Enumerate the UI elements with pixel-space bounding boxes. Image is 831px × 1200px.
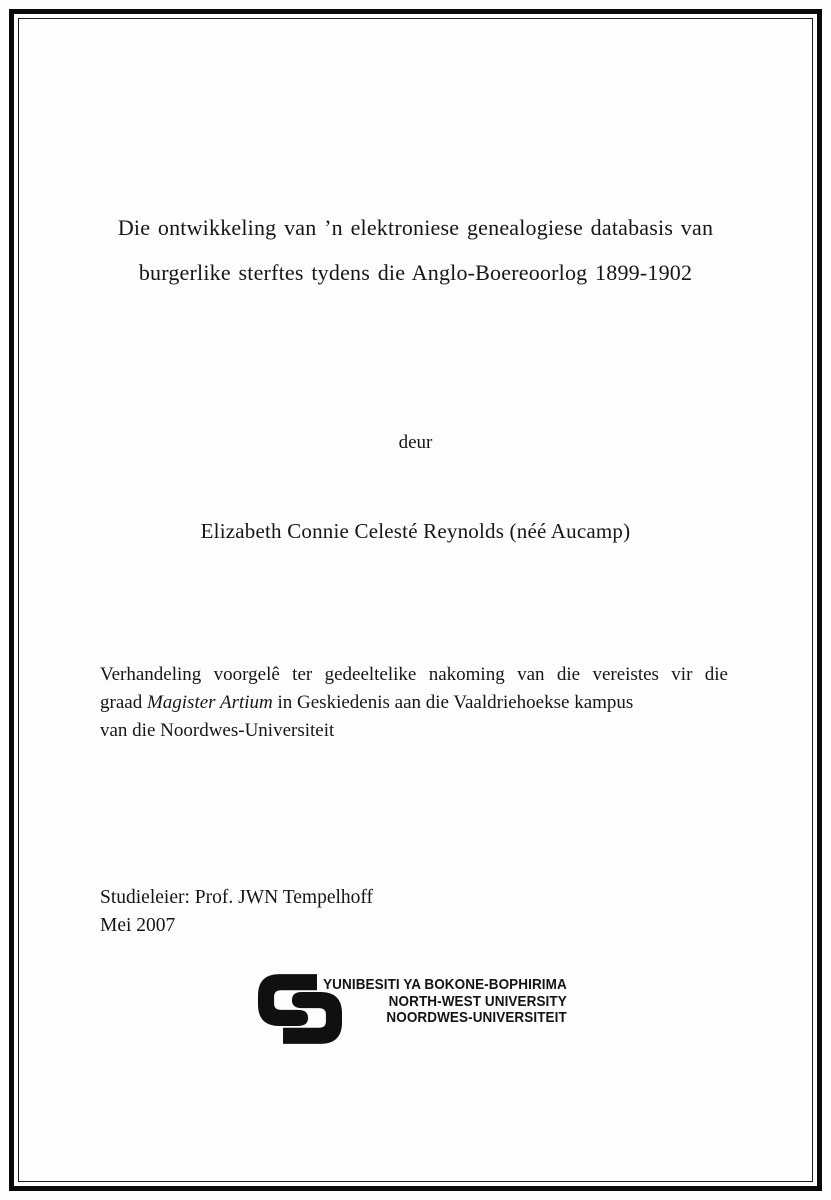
nwu-logo-line2: NORTH-WEST UNIVERSITY xyxy=(388,992,567,1010)
submission-statement xyxy=(100,661,728,745)
author-name: Elizabeth Connie Celesté Reynolds (néé Aucamp) xyxy=(200,519,631,543)
thesis-title-line2: burgerlike sterftes tydens die Anglo-Boereoorlog 1899-1902 xyxy=(138,260,693,285)
thesis-title xyxy=(40,205,791,295)
submission-line2 xyxy=(100,689,728,717)
submission-line3: van die Noordwes-Universiteit xyxy=(100,720,335,741)
nwu-logo-line1: YUNIBESITI YA BOKONE-BOPHIRIMA xyxy=(323,976,567,993)
nwu-logo-text xyxy=(323,977,567,1027)
submission-line2-suffix: in Geskiedenis aan die Vaaldriehoekse kampus xyxy=(272,692,634,713)
thesis-title-line1: Die ontwikkeling van ’n elektroniese genealogiese databasis van xyxy=(117,215,714,240)
byline-deur: deur xyxy=(398,432,433,453)
supervisor-block xyxy=(100,884,373,940)
degree-name-italic: Magister Artium xyxy=(146,692,273,713)
supervisor-line: Studieleier: Prof. JWN Tempelhoff xyxy=(100,887,374,908)
submission-line1: Verhandeling voorgelê ter gedeeltelike nakoming van die vereistes vir die xyxy=(100,664,728,685)
nwu-logo-line3: NOORDWES-UNIVERSITEIT xyxy=(386,1009,567,1026)
date-line: Mei 2007 xyxy=(100,915,176,936)
submission-line2-prefix: graad xyxy=(100,692,147,713)
